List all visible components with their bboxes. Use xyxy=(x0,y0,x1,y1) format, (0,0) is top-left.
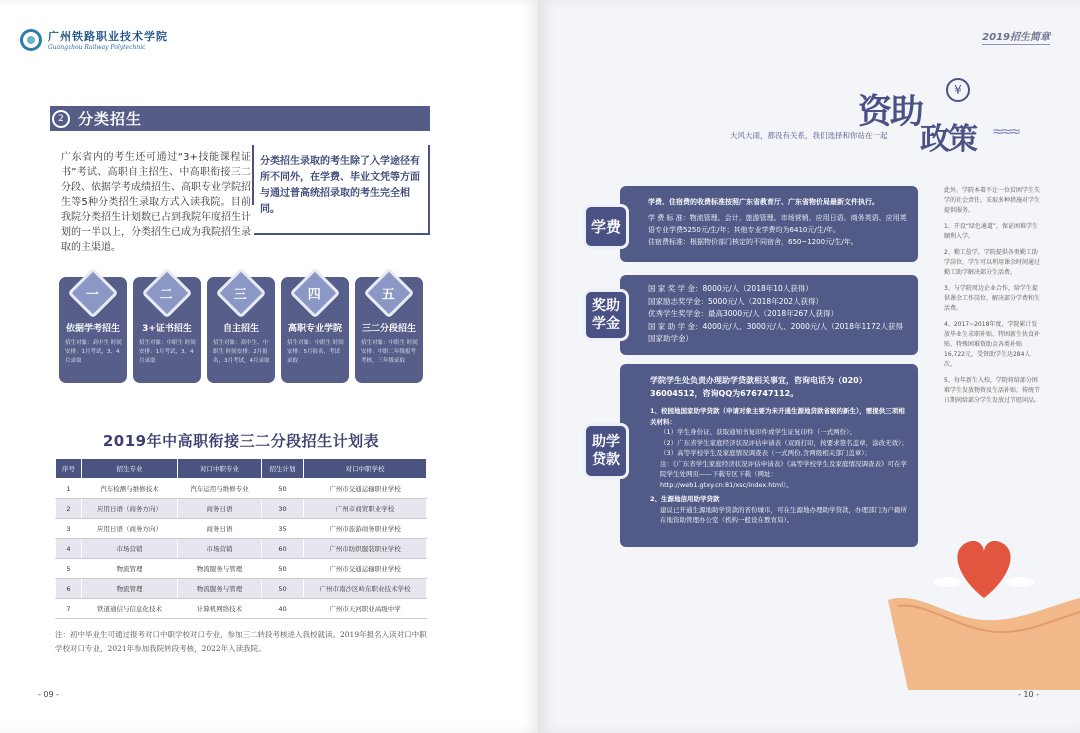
card-number-badge: 四 xyxy=(290,268,341,319)
card-number-badge: 五 xyxy=(364,268,415,319)
card-title: 三二分段招生 xyxy=(361,324,416,334)
table-cell: 50 xyxy=(262,559,304,579)
table-cell: 广州市商贸职业学校 xyxy=(304,499,427,519)
category-card xyxy=(355,277,423,383)
enrollment-plan-table xyxy=(55,458,427,619)
tuition-line: 学费、住宿费的收费标准按照广东省教育厅、广东省物价局最新文件执行。 xyxy=(648,198,879,206)
table-cell: 广州市天河职业高级中学 xyxy=(304,599,427,619)
support-paragraph: 5、每年新生入校，学院将给部分困难学生发放物资及生活补贴，传统节日期间给部分学生发放过节慰问品。 xyxy=(944,377,1041,404)
category-cards xyxy=(59,277,423,383)
table-cell: 30 xyxy=(262,499,304,519)
callout-text: 分类招生录取的考生除了入学途径有所不同外，在学费、毕业文凭等方面与通过普高统招录取的考生完全相同。 xyxy=(260,156,420,215)
category-card xyxy=(207,277,275,383)
scholarship-line: 优秀学生奖学金：最高3000元/人（2018年267人获得） xyxy=(648,309,839,318)
brochure-brand: 2019招生简章 xyxy=(982,28,1050,45)
table-cell: 汽车检测与维修技术 xyxy=(82,479,178,499)
college-name-cn: 广州铁路职业技术学院 xyxy=(48,30,168,43)
table-cell: 50 xyxy=(262,479,304,499)
support-measures xyxy=(944,186,1042,412)
table-cell: 40 xyxy=(262,599,304,619)
section-title: 分类招生 xyxy=(78,110,143,128)
loan-heading: 1、校园地国家助学贷款（申请对象主要为未开通生源地贷款省级的新生），需提供三项相关材料： xyxy=(650,407,905,426)
table-cell: 2 xyxy=(56,499,82,519)
scholarship-label: 奖助学金 xyxy=(583,289,629,341)
table-cell: 6 xyxy=(56,579,82,599)
table-row xyxy=(56,559,427,579)
policy-subtitle: 大风大雨，都没有关系，我们选择和你站在一起 xyxy=(730,131,888,140)
intro-paragraph: 广东省内的考生还可通过“3+技能课程证书”考试、高职自主招生、中高职衔接三二分段、依据学考成绩招生、高职专业学院招生等5种分类招生录取方式入读我院。目前我院分类招生计划数已占到我院年度招生计划的一半以上，分类招生已成为我院招生录取的主渠道。 xyxy=(61,152,251,253)
category-card xyxy=(59,277,127,383)
card-title: 3+证书招生 xyxy=(142,324,192,334)
table-cell: 商务日语 xyxy=(178,519,262,539)
table-row xyxy=(56,499,427,519)
table-cell: 7 xyxy=(56,599,82,619)
card-number-badge: 三 xyxy=(216,268,267,319)
table-cell: 35 xyxy=(262,519,304,539)
tuition-line: 住宿费标准：根据物价部门核定的不同宿舍，650~1200元/生/年。 xyxy=(648,238,858,246)
card-title: 高职专业学院 xyxy=(287,324,342,334)
column-header: 对口中职专业 xyxy=(178,459,262,479)
table-row xyxy=(56,479,427,499)
scholarship-line: 国 家 奖 学 金：8000元/人（2018年10人获得） xyxy=(648,284,813,293)
table-cell: 4 xyxy=(56,539,82,559)
card-desc: 招生对象：中职生 时间安排：5月报名，考试录取 xyxy=(287,340,344,364)
table-cell: 物流服务与管理 xyxy=(178,579,262,599)
support-paragraph: 4、2017~2018年度，学院累计发放毕业生求职补贴、特困新生伙食补贴、特殊困难资助金各类补贴16,722元，受资助学生达284人次。 xyxy=(944,321,1041,368)
policy-title-line-1: 资助 xyxy=(858,92,922,132)
table-row xyxy=(56,599,427,619)
tuition-line: 学 费 标 准：物流管理、会计、旅游管理、市场营销、应用日语、商务英语、应用英语专业学费5250元/生/年；其他专业学费均为6410元/生/年。 xyxy=(648,214,907,234)
loan-item: （3）高等学校学生及家庭情况调查表（一式两份,含两级相关部门盖章）； xyxy=(660,449,871,457)
table-row xyxy=(56,579,427,599)
yen-coin-icon: ¥ xyxy=(946,78,970,102)
left-page xyxy=(0,0,538,733)
tuition-block xyxy=(620,186,918,262)
table-row xyxy=(56,539,427,559)
scholarship-line: 国家励志奖学金：5000元/人（2018年202人获得） xyxy=(648,296,824,306)
card-number-badge: 一 xyxy=(68,268,119,319)
section-number: 2 xyxy=(52,110,70,128)
tuition-label: 学费 xyxy=(583,204,629,249)
table-cell: 市场营销 xyxy=(178,539,262,559)
column-header: 序号 xyxy=(56,459,82,479)
table-cell: 1 xyxy=(56,479,82,499)
scholarship-block xyxy=(620,275,918,355)
column-header: 招生计划 xyxy=(262,459,304,479)
college-name-en: Guangzhou Railway Polytechnic xyxy=(48,44,146,51)
table-cell: 60 xyxy=(262,539,304,559)
heart-icon xyxy=(957,541,1010,598)
table-cell: 应用日语（商务方向） xyxy=(82,499,178,519)
table-cell: 50 xyxy=(262,579,304,599)
table-note: 注：初中毕业生可通过报考对口中职学校对口专业，参加三二转段考核进入我校就读。2019年报名入读对口中职学校对口专业，2021年参加我院转段考核，2022年入读我院。 xyxy=(55,630,427,653)
college-logo xyxy=(20,28,168,51)
card-desc: 招生对象：高中生 时间安排：1月考试，3、4月录取 xyxy=(65,340,122,364)
support-paragraph: 此外，学院本着不让一位贫困学生失学的社会责任，采取多种措施对学生提供服务。 xyxy=(944,187,1041,214)
right-page xyxy=(538,0,1080,733)
loan-block xyxy=(620,364,918,547)
table-cell: 广州市交通运输职业学校 xyxy=(304,559,427,579)
support-paragraph: 2、勤工俭学，学院提供各类勤工助学岗位，学生可以利用课余时间通过勤工助学解决部分生活费。 xyxy=(944,249,1041,276)
page-number-left: - 09 - xyxy=(38,690,60,699)
callout-box xyxy=(254,145,430,235)
section-heading xyxy=(50,106,430,131)
table-cell: 物流管理 xyxy=(82,559,178,579)
support-paragraph: 1、开设“绿色通道”，保证困难学生顺利入学。 xyxy=(944,223,1039,240)
card-desc: 招生对象：中职生 时间安排：1月考试，3、4月录取 xyxy=(139,340,196,364)
loan-lead: 学院学生处负责办理助学贷款相关事宜，咨询电话为（020）36004512，咨询QQ为676747112。 xyxy=(650,376,867,398)
table-cell: 3 xyxy=(56,519,82,539)
card-title: 自主招生 xyxy=(222,324,259,334)
column-header: 对口中职学校 xyxy=(304,459,427,479)
table-cell: 物流服务与管理 xyxy=(178,559,262,579)
category-card xyxy=(133,277,201,383)
table-cell: 5 xyxy=(56,559,82,579)
loan-item: （1）学生身份证、获取通知书复印件或学生证复印件（一式两份）； xyxy=(660,428,856,436)
column-header: 招生专业 xyxy=(82,459,178,479)
table-header-row xyxy=(56,459,427,479)
table-cell: 广州市南沙区岭东职业技术学校 xyxy=(304,579,427,599)
loan-item: 注：《广东省学生家庭经济状况评估申请表》《高等学校学生及家庭情况调查表》可在学院学生处网页——下载专区下载（网址：http://web1.gtxy.cn:81/xsc/index.html）。 xyxy=(660,459,907,489)
table-title: 2019年中高职衔接三二分段招生计划表 xyxy=(102,432,380,450)
table-cell: 计算机网络技术 xyxy=(178,599,262,619)
card-title: 依据学考招生 xyxy=(65,324,120,334)
table-cell: 物流管理 xyxy=(82,579,178,599)
table-row xyxy=(56,519,427,539)
card-number-badge: 二 xyxy=(142,268,193,319)
scholarship-line: 国 家 助 学 金：4000元/人、3000元/人、2000元/人（2018年1172人获得国家助学金） xyxy=(648,321,904,343)
category-card xyxy=(281,277,349,383)
loan-heading: 2、生源地信用助学贷款 xyxy=(650,495,720,503)
hand-holding-heart-illustration xyxy=(888,520,1080,690)
college-emblem-icon xyxy=(20,29,42,51)
table-cell: 广州市旅游商务职业学校 xyxy=(304,519,427,539)
table-cell: 商务日语 xyxy=(178,499,262,519)
card-desc: 招生对象：中职生 时间安排：中职二年级报考考核，三年级录取 xyxy=(361,340,418,364)
table-cell: 市场营销 xyxy=(82,539,178,559)
table-cell: 应用日语（商务方向） xyxy=(82,519,178,539)
wave-decoration-icon: ≈≈≈ xyxy=(992,124,1019,140)
page-number-right: - 10 - xyxy=(1018,690,1040,699)
table-cell: 广州市纺织服装职业学校 xyxy=(304,539,427,559)
loan-item: （2）广东省学生家庭经济状况评估申请表（双面打印，按要求签名盖章，涂改无效）； xyxy=(660,438,908,447)
loan-item: 建议已开通生源地助学贷款的省份城市，可在生源地办理助学贷款，办理部门为户籍所在地资助管理办公室（机构一般设在教育局）。 xyxy=(660,505,907,524)
table-cell: 汽车运用与维修专业 xyxy=(178,479,262,499)
table-cell: 广州市交通运输职业学校 xyxy=(304,479,427,499)
card-desc: 招生对象：高中生、中职生 时间安排：2月报名，3月考试，4月录取 xyxy=(213,340,270,364)
loan-label: 助学贷款 xyxy=(583,423,629,479)
table-cell: 铁道通信与信息化技术 xyxy=(82,599,178,619)
support-paragraph: 3、与学院周边企业合作，给学生提供课余工作岗位，解决部分学费和生活费。 xyxy=(944,285,1041,312)
policy-title-line-2: 政策 xyxy=(920,122,976,157)
hand-icon xyxy=(888,598,1080,690)
